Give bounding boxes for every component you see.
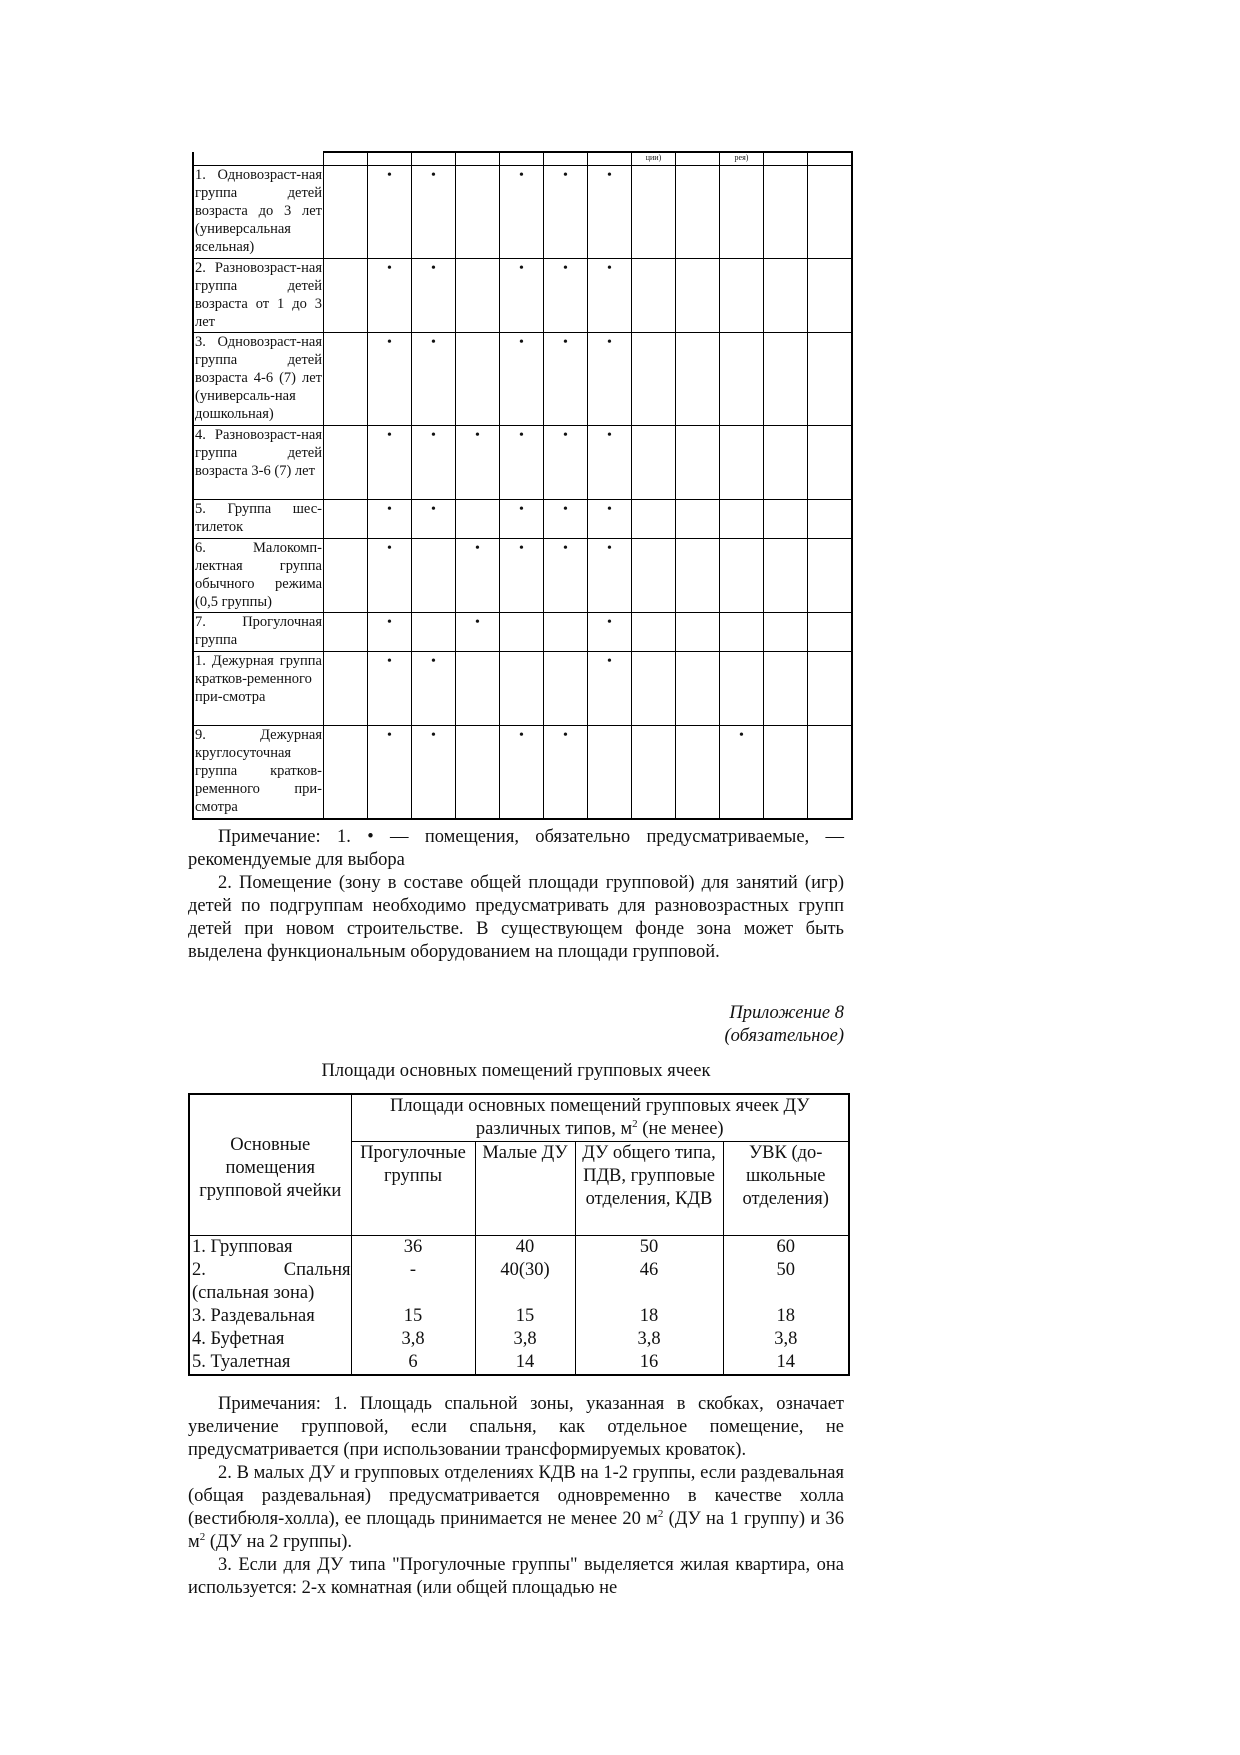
table1-note-1: Примечание: 1. • — помещения, обязательно предусматриваемые, — рекомендуемые для выбора [188, 827, 844, 870]
table1-header-cell: ции) [632, 152, 676, 166]
required-room-mark: • [544, 259, 588, 333]
table1-cell [456, 333, 500, 426]
table-row [189, 1259, 849, 1305]
table1-cell [456, 652, 500, 726]
table1-header-cell: рея) [720, 152, 764, 166]
table1-cell [764, 613, 808, 652]
required-room-mark: • [500, 166, 544, 259]
table1-cell [808, 726, 853, 820]
table1-cell [808, 613, 853, 652]
required-room-mark: • [720, 726, 764, 820]
table1-row-label: 9. Дежурная круглосуточная группа кратков-ременного при-смотра [193, 726, 324, 820]
table-row [193, 500, 852, 539]
table1-cell [456, 259, 500, 333]
table-row [193, 426, 852, 500]
table1-cell [456, 166, 500, 259]
table1-row-label: 1. Одновозраст-ная группа детей возраста до 3 лет (универсальная ясельная) [193, 166, 324, 259]
table1-header-cell [808, 152, 853, 166]
table1-cell [632, 333, 676, 426]
required-room-mark: • [368, 259, 412, 333]
table1-cell [808, 500, 853, 539]
table1-row-label: 1. Дежурная группа кратков-ременного при-смотра [193, 652, 324, 726]
table1-row-label: 3. Одновозраст-ная группа детей возраста 4-6 (7) лет (универсаль-ная дошкольная) [193, 333, 324, 426]
required-room-mark: • [588, 539, 632, 613]
required-room-mark: • [544, 166, 588, 259]
table1-cell [764, 259, 808, 333]
table1-cell [676, 426, 720, 500]
table2-cell: 36 [351, 1236, 475, 1260]
table1-header-cell [412, 152, 456, 166]
required-room-mark: • [368, 539, 412, 613]
table2-cell: 3,8 [575, 1328, 723, 1351]
table-row [189, 1236, 849, 1260]
required-room-mark: • [368, 500, 412, 539]
table1-cell [720, 333, 764, 426]
table2-cell: 18 [575, 1305, 723, 1328]
table1-cell [676, 259, 720, 333]
table1-cell [720, 259, 764, 333]
table2-row-label: 2. Спальня (спальная зона) [189, 1259, 351, 1305]
table2-col-header: Малые ДУ [475, 1142, 575, 1236]
table1-cell [764, 333, 808, 426]
required-room-mark: • [544, 426, 588, 500]
table2-cell: 50 [723, 1259, 849, 1305]
areas-table [188, 1093, 850, 1376]
table1-cell [808, 539, 853, 613]
required-room-mark: • [500, 259, 544, 333]
table1-cell [632, 259, 676, 333]
table2-cell: 3,8 [351, 1328, 475, 1351]
table1-cell [676, 333, 720, 426]
table2-cell: 15 [351, 1305, 475, 1328]
table1-cell [764, 166, 808, 259]
table1-header-cell [368, 152, 412, 166]
table2-row-label: 5. Туалетная [189, 1351, 351, 1375]
required-room-mark: • [500, 426, 544, 500]
table1-cell [676, 500, 720, 539]
table1-cell [324, 500, 368, 539]
required-room-mark: • [368, 613, 412, 652]
required-room-mark: • [588, 259, 632, 333]
table1-cell [720, 613, 764, 652]
table1-header-cell [324, 152, 368, 166]
appendix-number: Приложение 8 [729, 1003, 844, 1023]
table1-cell [500, 652, 544, 726]
table1-cell [632, 166, 676, 259]
table1-header-cell [764, 152, 808, 166]
table2-col-header: УВК (до-школьные отделения) [723, 1142, 849, 1236]
table-row [193, 726, 852, 820]
required-room-mark: • [368, 333, 412, 426]
table1-row-label: 2. Разновозраст-ная группа детей возраста от 1 до 3 лет [193, 259, 324, 333]
table-row [193, 652, 852, 726]
table2-cell: 46 [575, 1259, 723, 1305]
appendix-status: (обязательное) [724, 1026, 844, 1046]
table1-header-cell [500, 152, 544, 166]
table2-note-1: Примечания: 1. Площадь спальной зоны, указанная в скобках, означает увеличение групповой, если спальня, как отдельное помещение, не предусматривается (при использовании трансформируемых кроваток). [188, 1394, 844, 1460]
table1-cell [324, 426, 368, 500]
table1-header-cell [676, 152, 720, 166]
table1-cell [500, 613, 544, 652]
required-room-mark: • [544, 500, 588, 539]
table2-cell: 18 [723, 1305, 849, 1328]
table1-cell [720, 500, 764, 539]
required-room-mark: • [544, 726, 588, 820]
table2-corner-header: Основные помещения групповой ячейки [189, 1094, 351, 1236]
table-row [189, 1351, 849, 1375]
table2-row-label: 4. Буфетная [189, 1328, 351, 1351]
required-room-mark: • [500, 500, 544, 539]
table1-header-row [193, 152, 852, 166]
table2-cell: 15 [475, 1305, 575, 1328]
table-row [193, 333, 852, 426]
table2-cell: 40(30) [475, 1259, 575, 1305]
table2-cell: 60 [723, 1236, 849, 1260]
table2-cell: 50 [575, 1236, 723, 1260]
required-room-mark: • [456, 426, 500, 500]
table2-row-label: 3. Раздевальная [189, 1305, 351, 1328]
required-room-mark: • [412, 500, 456, 539]
table1-row-label: 4. Разновозраст-ная группа детей возраста 3-6 (7) лет [193, 426, 324, 500]
table1-header-cell [544, 152, 588, 166]
table1-cell [808, 426, 853, 500]
table1-cell [324, 613, 368, 652]
table1-row-label: 7. Прогулочная группа [193, 613, 324, 652]
required-room-mark: • [368, 426, 412, 500]
table1-cell [764, 500, 808, 539]
table2-cell: 14 [475, 1351, 575, 1375]
table1-cell [632, 613, 676, 652]
required-room-mark: • [588, 166, 632, 259]
table1-cell [808, 333, 853, 426]
required-room-mark: • [588, 500, 632, 539]
required-room-mark: • [588, 613, 632, 652]
table2-cell: 3,8 [723, 1328, 849, 1351]
table1-cell [808, 166, 853, 259]
required-room-mark: • [588, 652, 632, 726]
table-row [189, 1305, 849, 1328]
table2-cell: 3,8 [475, 1328, 575, 1351]
table1-cell [632, 426, 676, 500]
required-room-mark: • [412, 426, 456, 500]
table1-cell [632, 539, 676, 613]
table1-cell [720, 539, 764, 613]
table2-cell: - [351, 1259, 475, 1305]
table2-cell: 14 [723, 1351, 849, 1375]
table2-col-header: ДУ общего типа, ПДВ, групповые отделения, КДВ [575, 1142, 723, 1236]
required-room-mark: • [456, 613, 500, 652]
table1-cell [632, 652, 676, 726]
table1-cell [412, 613, 456, 652]
table-row [193, 166, 852, 259]
table1-cell [632, 500, 676, 539]
table1-cell [324, 652, 368, 726]
required-room-mark: • [368, 652, 412, 726]
table1-cell [324, 333, 368, 426]
table1-row-label: 6. Малокомп-лектная группа обычного режима (0,5 группы) [193, 539, 324, 613]
table1-cell [764, 652, 808, 726]
table1-cell [764, 539, 808, 613]
required-room-mark: • [500, 726, 544, 820]
rooms-matrix-table [192, 151, 853, 820]
table-row [193, 539, 852, 613]
required-room-mark: • [412, 259, 456, 333]
table1-cell [324, 726, 368, 820]
table1-cell [764, 426, 808, 500]
table1-cell [456, 500, 500, 539]
table2-note-2: 2. В малых ДУ и групповых отделениях КДВ на 1-2 группы, если раздевальная (общая раздевальная) предусматривается одновременно в качестве холла (вестибюля-холла), ее площадь принимается не менее 20 $м^2$ (ДУ на 1 группу) и 36 $м^2$ (ДУ на 2 группы). [188, 1463, 845, 1552]
table2-cell: 16 [575, 1351, 723, 1375]
table1-cell [676, 539, 720, 613]
required-room-mark: • [412, 166, 456, 259]
table-row [193, 259, 852, 333]
table1-cell [808, 259, 853, 333]
table2-cell: 6 [351, 1351, 475, 1375]
required-room-mark: • [544, 333, 588, 426]
table1-cell [764, 726, 808, 820]
table-row [189, 1328, 849, 1351]
required-room-mark: • [368, 726, 412, 820]
required-room-mark: • [412, 333, 456, 426]
table1-note-2: 2. Помещение (зону в составе общей площади групповой) для занятий (игр) детей по подгруппам необходимо предусматривать для разновозрастных групп детей при новом строительстве. В существующем фонде зона может быть выделена функциональным оборудованием на площади групповой. [188, 873, 844, 962]
required-room-mark: • [500, 539, 544, 613]
table1-row-label: 5. Группа шес-тилеток [193, 500, 324, 539]
table1-cell [632, 726, 676, 820]
table1-cell [412, 539, 456, 613]
required-room-mark: • [500, 333, 544, 426]
table1-header-cell [588, 152, 632, 166]
table1-cell [544, 652, 588, 726]
required-room-mark: • [412, 726, 456, 820]
table2-note-3: 3. Если для ДУ типа "Прогулочные группы" выделяется жилая квартира, она используется: 2-х комнатная (или общей площадью не [188, 1555, 844, 1598]
table2-col-header: Прогулочные группы [351, 1142, 475, 1236]
table2-cell: 40 [475, 1236, 575, 1260]
table1-cell [324, 166, 368, 259]
table1-cell [808, 652, 853, 726]
table1-cell [676, 652, 720, 726]
table1-cell [324, 539, 368, 613]
table2-group-header: Площади основных помещений групповых ячеек ДУ различных типов, $м^2$ (не менее) [351, 1094, 849, 1142]
table1-cell [544, 613, 588, 652]
table2-row-label: 1. Групповая [189, 1236, 351, 1260]
required-room-mark: • [588, 333, 632, 426]
table1-cell [676, 166, 720, 259]
table1-cell [324, 259, 368, 333]
table1-cell [720, 166, 764, 259]
table2-title: Площади основных помещений групповых ячеек [321, 1061, 711, 1081]
table1-cell [720, 426, 764, 500]
table1-cell [676, 613, 720, 652]
table1-cell [676, 726, 720, 820]
required-room-mark: • [544, 539, 588, 613]
required-room-mark: • [588, 426, 632, 500]
table1-header-cell [193, 152, 324, 166]
required-room-mark: • [368, 166, 412, 259]
required-room-mark: • [412, 652, 456, 726]
table1-header-cell [456, 152, 500, 166]
table1-cell [720, 652, 764, 726]
required-room-mark: • [456, 539, 500, 613]
table1-cell [456, 726, 500, 820]
table1-cell [588, 726, 632, 820]
table-row [193, 613, 852, 652]
